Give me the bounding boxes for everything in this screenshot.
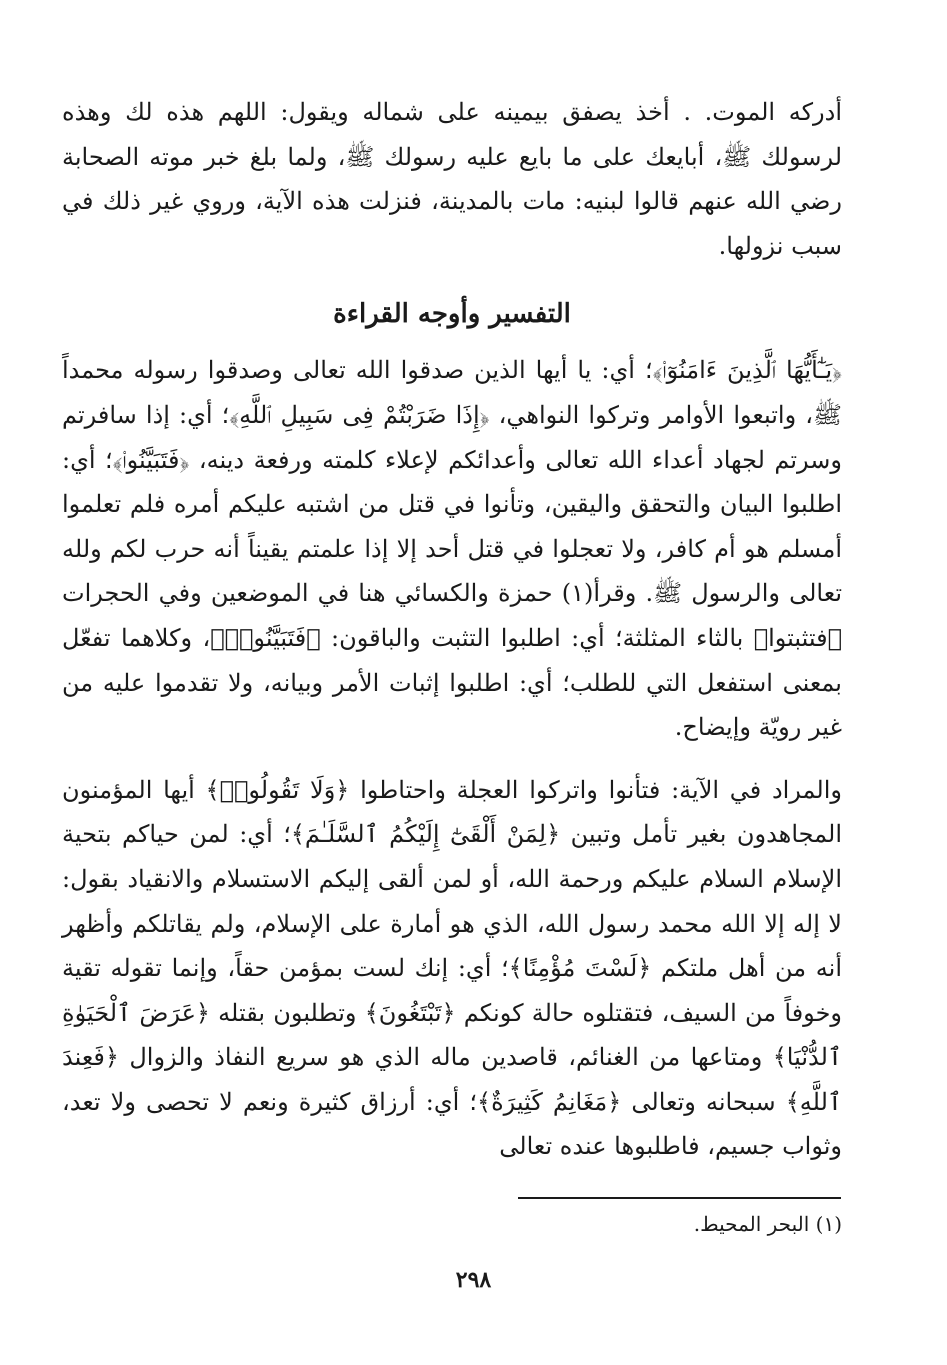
footnote-divider [518, 1197, 841, 1199]
section-heading: التفسير وأوجه القراءة [333, 299, 571, 330]
footnote: (١) البحر المحيط. [693, 1212, 842, 1236]
tafsir-paragraph: ﴿يَـٰٓأَيُّهَا ٱلَّذِينَ ءَامَنُوٓا۟﴾؛ أي: يا أيها الذين صدقوا الله تعالى وصدقوا رسوله محمداً ﷺ، واتبعوا الأوامر وتركوا النواهي، ﴿إِذَا ضَرَبْتُمْ فِى سَبِيلِ ٱللَّهِ﴾؛ أي: إذا سافرتم وسرتم لجهاد أعداء الله تعالى وأعدائكم لإعلاء كلمته ورفعة دينه، ﴿فَتَبَيَّنُوا۟﴾؛ أي: اطلبوا البيان والتحقق واليقين، وتأنوا في قتل من اشتبه عليكم أمره فلم تعلموا أمسلم هو أم كافر، ولا تعجلوا في قتل أحد إلا إذا علمتم يقيناً أنه حرب لكم ولله تعالى والرسول ﷺ. وقرأ(١) حمزة والكسائي هنا في الموضعين وفي الحجرات ﴿فتثبتوا﴾ بالثاء المثلثة؛ أي: اطلبوا التثبت والباقون: ﴿فَتَبَيَّنُوا۟﴾، وكلاهما تفعّل بمعنى استفعل التي للطلب؛ أي: اطلبوا إثبات الأمر وبيانه، ولا تقدموا عليه من غير رويّة وإيضاح. [62, 356, 842, 742]
paragraph-gap [62, 750, 842, 768]
meaning-paragraph: والمراد في الآية: فتأنوا واتركوا العجلة واحتاطوا ﴿وَلَا تَقُولُوا۟﴾ أيها المؤمنون المجاهدون بغير تأمل وتبين ﴿لِمَنْ أَلْقَىٰٓ إِلَيْكُمُ ٱلسَّلَـٰمَ﴾؛ أي: لمن حياكم بتحية الإسلام السلام عليكم ورحمة الله، أو لمن ألقى إليكم الاستسلام والانقياد بقول: لا إله إلا الله محمد رسول الله، الذي هو أمارة على الإسلام، ولم يقاتلكم وأظهر أنه من أهل ملتكم ﴿لَسْتَ مُؤْمِنًا﴾؛ أي: إنك لست بمؤمن حقاً، وإنما تقوله تقية وخوفاً من السيف، فتقتلوه حالة كونكم ﴿تَبْتَغُونَ﴾ وتطلبون بقتله ﴿عَرَضَ ٱلْحَيَوٰةِ ٱلدُّنْيَا﴾ ومتاعها من الغنائم، قاصدين ماله الذي هو سريع النفاذ والزوال ﴿فَعِندَ ٱللَّهِ﴾ سبحانه وتعالى ﴿مَغَانِمُ كَثِيرَةٌ﴾؛ أي: أرزاق كثيرة ونعم لا تحصى ولا تعد، وثواب جسيم، فاطلبوها عنده تعالى [62, 775, 842, 1161]
page-number: ٢٩٨ [455, 1267, 492, 1293]
page-body [62, 90, 842, 1169]
intro-paragraph: أدركه الموت. . أخذ يصفق بيمينه على شماله ويقول: اللهم هذه لك وهذه لرسولك ﷺ، أبايعك على ما بايع عليه رسولك ﷺ، ولما بلغ خبر موته الصحابة رضي الله عنهم قالوا لبنيه: مات بالمدينة، فنزلت هذه الآية، وروي غير ذلك في سبب نزولها. [62, 98, 843, 260]
